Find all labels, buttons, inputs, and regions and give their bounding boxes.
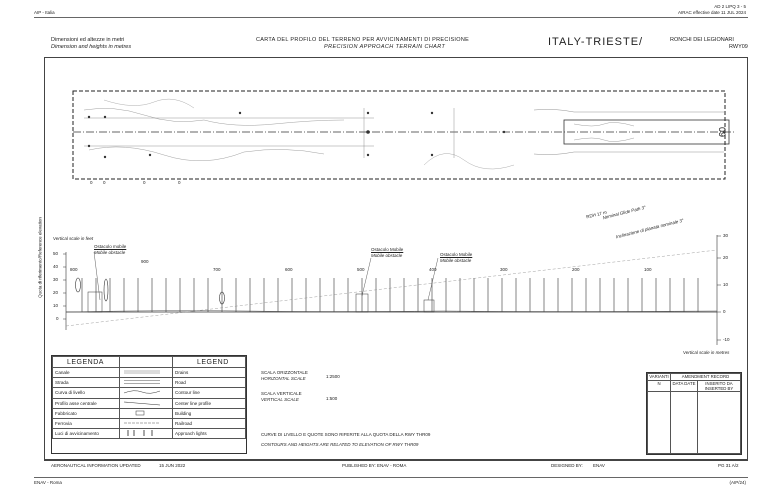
note-it: CURVE DI LIVELLO E QUOTE SONO RIFERITE ALLA QUOTA DELLA RWY THR09 xyxy=(261,432,431,437)
page-ref: PG 31 A/2 xyxy=(718,463,739,468)
vertical-scale-feet: Vertical scale in feet xyxy=(53,236,94,241)
vertical-scale-en: VERTICAL SCALE xyxy=(261,397,299,402)
chart-title-en: PRECISION APPROACH TERRAIN CHART xyxy=(324,44,446,50)
obstacle-label-en: Mobile obstacle xyxy=(440,258,472,263)
legend-item-it: Profilo asse centrale xyxy=(53,398,120,408)
legend-item-it: Fabbricato xyxy=(53,408,120,418)
header-left: AIP - Italia xyxy=(34,10,55,15)
horizontal-scale-en: HORIZONTAL SCALE xyxy=(261,376,306,381)
rdh-label: RDH 17 m xyxy=(585,209,608,220)
vertical-scale-it: SCALA VERTICALE xyxy=(261,391,302,396)
left-tick: 40 xyxy=(53,264,59,269)
horizontal-scale-it: SCALA ORIZZONTALE xyxy=(261,370,308,375)
aip-date: 15 JUN 2022 xyxy=(159,463,186,468)
legend-item-en: Contour line xyxy=(173,388,246,398)
bottom-rule xyxy=(34,477,748,478)
aerodrome-name: RONCHI DEI LEGIONARI xyxy=(670,37,734,43)
obstacle-label-en: Mobile obstacle xyxy=(371,253,403,258)
distance-label: 200 xyxy=(572,267,580,272)
road-symbol xyxy=(120,378,173,388)
glide-path-label-it: Inclinazione di planata nominale 3° xyxy=(615,217,685,240)
legend-item-en: Center line profile xyxy=(173,398,246,408)
legend-item-it: Curva di livello xyxy=(53,388,120,398)
right-tick: -10 xyxy=(723,337,730,342)
plan-marker: 0 xyxy=(143,180,146,185)
amendment-number-col: N xyxy=(648,381,671,392)
header-rule xyxy=(34,17,748,18)
footer-rule xyxy=(44,459,748,460)
reference-elevation-label: Quota di riferimento/Reference elevation xyxy=(37,217,43,298)
published-by: PUBLISHED BY: ENAV - ROMA xyxy=(342,463,407,468)
glide-path-label: Nominal Glide Path 3° xyxy=(602,204,647,221)
distance-label: 700 xyxy=(213,267,221,272)
right-tick: 20 xyxy=(723,255,729,260)
units-en: Dimension and heights in metres xyxy=(51,44,132,50)
railroad-symbol xyxy=(120,418,173,428)
designed-by: DESIGNED BY: xyxy=(551,463,583,468)
distance-label: 500 xyxy=(357,267,365,272)
amendment-date-col: DATA DATE xyxy=(671,381,698,392)
distance-label: 300 xyxy=(500,267,508,272)
legend-item-it: Strada xyxy=(53,378,120,388)
right-tick: 10 xyxy=(723,282,729,287)
amendment-record xyxy=(646,372,742,455)
bottom-left: ENAV - Roma xyxy=(34,480,62,485)
legend-item-it: Canale xyxy=(53,368,120,378)
units-it: Dimensioni ed altezze in metri xyxy=(51,37,125,43)
obstacle-label: Ostacolo Mobile xyxy=(371,247,404,252)
bottom-right: (AIP/24) xyxy=(729,480,746,485)
legend-item-it: Ferrovia xyxy=(53,418,120,428)
vertical-scale-value: 1:500 xyxy=(326,396,338,401)
country-city: ITALY-TRIESTE/ xyxy=(548,36,644,48)
obstacle-label-en: Mobile obstacle xyxy=(94,250,126,255)
left-tick: 0 xyxy=(56,316,59,321)
plan-marker: 0 xyxy=(103,180,106,185)
aip-updated: AERONAUTICAL INFORMATION UPDATED xyxy=(51,463,141,468)
legend-item-en: Approach lights xyxy=(173,429,246,439)
amendment-header: AMENDMENT RECORD xyxy=(671,374,741,381)
obstacle-label: Ostacolo mobile xyxy=(94,244,127,249)
left-tick: 50 xyxy=(53,251,59,256)
left-tick: 30 xyxy=(53,277,59,282)
legend-item-en: Drains xyxy=(173,368,246,378)
plan-marker: 0 xyxy=(90,180,93,185)
building-symbol xyxy=(120,408,173,418)
left-tick: 20 xyxy=(53,290,59,295)
runway-id: RWY09 xyxy=(729,44,748,50)
chart-title-it: CARTA DEL PROFILO DEL TERRENO PER AVVICINAMENTI DI PRECISIONE xyxy=(256,37,470,43)
legend-title-it: LEGENDA xyxy=(53,357,120,368)
right-tick: 30 xyxy=(723,233,729,238)
horizontal-scale-value: 1:2500 xyxy=(326,374,340,379)
plan-view xyxy=(44,80,746,190)
center-line-symbol xyxy=(120,398,173,408)
header-right-code: AD 2 LIPQ 3 - 5 xyxy=(714,4,746,9)
designer: ENAV xyxy=(593,463,605,468)
vertical-scale-metres: Vertical scale in metres xyxy=(683,350,730,355)
amendment-inserted-col: INSERITO DA INSERTED BY xyxy=(698,381,741,392)
note-en: CONTOURS AND HEIGHTS ARE RELATED TO ELEVATION OF RWY THR09 xyxy=(261,442,419,447)
distance-label: 900 xyxy=(141,259,149,264)
legend-box xyxy=(51,355,247,454)
approach-lights-symbol xyxy=(120,429,173,439)
variants-header: VARIANTI xyxy=(649,374,669,379)
legend-item-en: Building xyxy=(173,408,246,418)
legend-item-en: Railroad xyxy=(173,418,246,428)
legend-title-en: LEGEND xyxy=(173,357,246,368)
runway-number: 09 xyxy=(717,126,728,138)
right-tick: 0 xyxy=(723,309,726,314)
distance-label: 800 xyxy=(70,267,78,272)
obstacle-label: Ostacolo Mobile xyxy=(440,252,473,257)
legend-item-en: Road xyxy=(173,378,246,388)
distance-label: 400 xyxy=(429,267,437,272)
left-tick: 10 xyxy=(53,303,59,308)
drains-symbol xyxy=(120,368,173,378)
distance-label: 600 xyxy=(285,267,293,272)
distance-label: 100 xyxy=(644,267,652,272)
legend-item-it: Luci di avvicinamento xyxy=(53,429,120,439)
contour-symbol xyxy=(120,388,173,398)
plan-marker: 0 xyxy=(178,180,181,185)
header-right-date: AIRAC effective date 11 JUL 2024 xyxy=(678,10,746,15)
